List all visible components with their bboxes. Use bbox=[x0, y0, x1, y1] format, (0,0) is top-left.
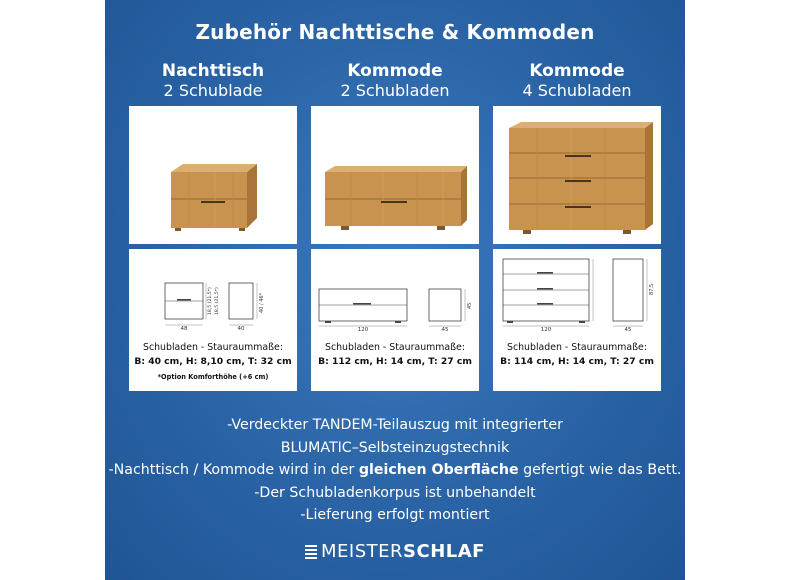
feature-line bbox=[105, 459, 685, 482]
comfort-height-note: *Option Komforthöhe (+6 cm) bbox=[157, 373, 269, 381]
nightstand-illustration bbox=[129, 106, 297, 244]
feature-line: -Der Schubladenkorpus ist unbehandelt bbox=[254, 484, 536, 501]
depth-label: 45 bbox=[624, 327, 632, 333]
height-label: 45 bbox=[467, 302, 473, 309]
drawer-height-label: 18,5 (21,5*) bbox=[208, 287, 213, 315]
dims-value: B: 114 cm, H: 14 cm, T: 27 cm bbox=[500, 356, 654, 367]
column-title: Kommode bbox=[529, 61, 625, 81]
column-heading-kommode-2 bbox=[311, 61, 479, 101]
feature-line: BLUMATIC–Selbsteinzugstechnik bbox=[280, 439, 510, 456]
dresser-2-illustration bbox=[311, 106, 479, 244]
dims-label: Schubladen - Stauraummaße: bbox=[325, 342, 465, 353]
feature-line: -Lieferung erfolgt montiert bbox=[300, 507, 490, 523]
column-title: Kommode bbox=[347, 61, 443, 81]
logo-bars-icon bbox=[305, 545, 317, 559]
product-panel bbox=[105, 0, 685, 580]
column-subtitle: 2 Schublade bbox=[163, 81, 263, 100]
dims-value: B: 112 cm, H: 14 cm, T: 27 cm bbox=[318, 356, 472, 367]
feature-text: -Nachttisch / Kommode wird in der bbox=[108, 462, 359, 478]
page-title: Zubehör Nachttische & Kommoden bbox=[195, 20, 595, 44]
depth-label: 40 bbox=[237, 326, 245, 332]
kommode-4-photo bbox=[493, 106, 661, 244]
width-label: 48 bbox=[180, 326, 188, 332]
dresser-2-technical-drawing bbox=[311, 249, 479, 339]
dresser-4-technical-drawing bbox=[493, 249, 661, 339]
column-title: Nachttisch bbox=[161, 61, 265, 81]
kommode-2-photo bbox=[311, 106, 479, 244]
kommode-2-dimensions bbox=[311, 249, 479, 391]
depth-label: 45 bbox=[441, 327, 449, 333]
nachttisch-photo bbox=[129, 106, 297, 244]
dims-label: Schubladen - Stauraummaße: bbox=[507, 342, 647, 353]
column-subtitle: 4 Schubladen bbox=[522, 81, 632, 100]
drawer-height-label: 18,5 (21,5*) bbox=[215, 287, 220, 315]
dims-value: B: 40 cm, H: 8,10 cm, T: 32 cm bbox=[134, 356, 292, 367]
logo-word-meister: MEISTER bbox=[321, 541, 404, 562]
column-heading-nachttisch bbox=[129, 61, 297, 101]
nachttisch-dimensions bbox=[129, 249, 297, 391]
height-label: 40 / 46* bbox=[259, 292, 265, 313]
dims-label: Schubladen - Stauraummaße: bbox=[143, 342, 283, 353]
feature-list bbox=[105, 414, 685, 527]
logo-word-schlaf: SCHLAF bbox=[403, 541, 485, 562]
nightstand-technical-drawing bbox=[129, 249, 297, 339]
column-heading-kommode-4 bbox=[493, 61, 661, 101]
feature-highlight: gleichen Oberfläche bbox=[358, 462, 519, 478]
height-label: 87,5 bbox=[649, 283, 655, 295]
feature-line: -Verdeckter TANDEM-Teilauszug mit integrierter bbox=[227, 417, 563, 433]
column-subtitle: 2 Schubladen bbox=[340, 81, 450, 100]
width-label: 120 bbox=[540, 327, 552, 333]
width-label: 120 bbox=[357, 327, 369, 333]
dresser-4-illustration bbox=[493, 106, 661, 244]
kommode-4-dimensions bbox=[493, 249, 661, 391]
feature-text: gefertigt wie das Bett. bbox=[518, 462, 682, 478]
brand-logo bbox=[105, 541, 685, 562]
